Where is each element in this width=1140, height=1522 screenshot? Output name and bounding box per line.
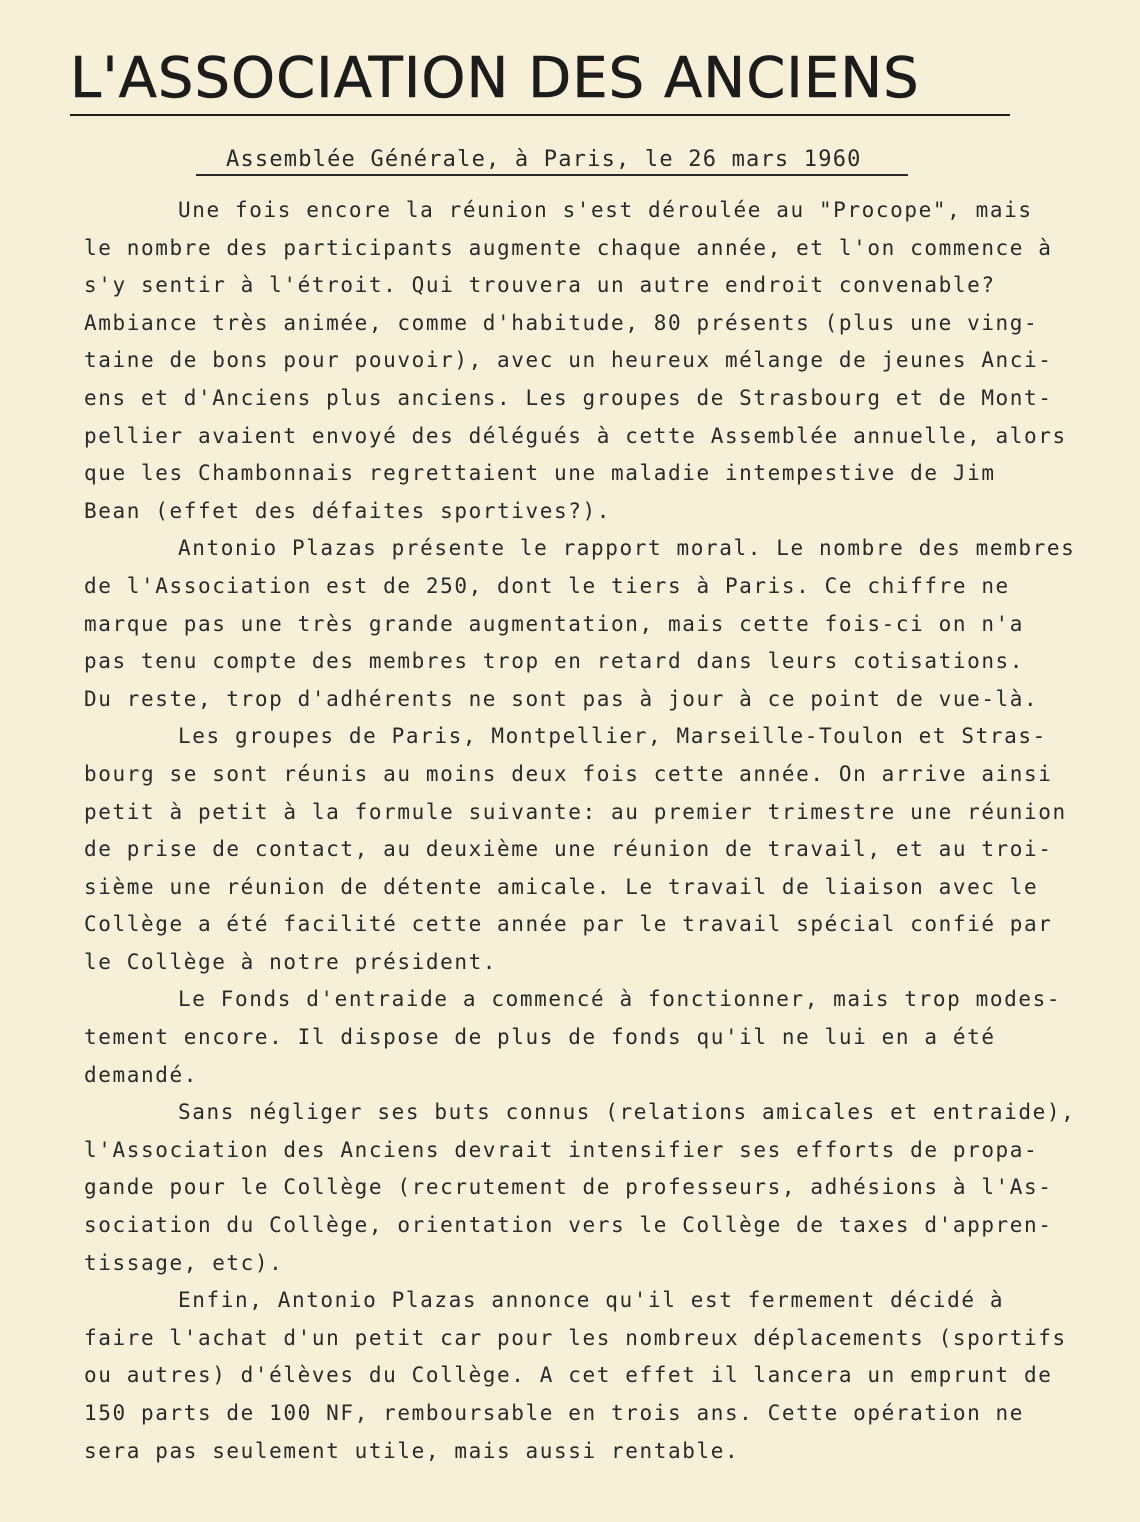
- text-line: que les Chambonnais regrettaient une maladie intempestive de Jim: [84, 461, 996, 486]
- title-block: [70, 48, 1010, 110]
- text-line: Sans négliger ses buts connus (relations amicales et entraide),: [178, 1100, 1076, 1125]
- title-underline: [70, 114, 1010, 116]
- text-line: gande pour le Collège (recrutement de professeurs, adhésions à l'As-: [84, 1175, 1053, 1200]
- text-line: petit à petit à la formule suivante: au premier trimestre une réunion: [84, 799, 1067, 824]
- text-line: taine de bons pour pouvoir), avec un heureux mélange de jeunes Anci-: [84, 348, 1053, 373]
- text-line: marque pas une très grande augmentation, mais cette fois-ci on n'a: [84, 611, 1025, 636]
- text-line: demandé.: [84, 1062, 198, 1087]
- text-line: Collège a été facilité cette année par le travail spécial confié par: [84, 912, 1053, 937]
- text-line: tement encore. Il dispose de plus de fonds qu'il ne lui en a été: [84, 1025, 996, 1050]
- text-line: sociation du Collège, orientation vers le Collège de taxes d'appren-: [84, 1213, 1053, 1238]
- text-line: Une fois encore la réunion s'est déroulée au "Procope", mais: [178, 198, 1033, 222]
- text-line: s'y sentir à l'étroit. Qui trouvera un autre endroit convenable?: [84, 273, 996, 298]
- text-line: faire l'achat d'un petit car pour les nombreux déplacements (sportifs: [84, 1325, 1067, 1350]
- text-line: Ambiance très animée, comme d'habitude, 80 présents (plus une ving-: [84, 310, 1039, 335]
- text-line: l'Association des Anciens devrait intensifier ses efforts de propa-: [84, 1137, 1039, 1162]
- text-line: Le Fonds d'entraide a commencé à fonctionner, mais trop modes-: [178, 987, 1062, 1012]
- text-line: pellier avaient envoyé des délégués à cette Assemblée annuelle, alors: [84, 423, 1067, 448]
- text-line: bourg se sont réunis au moins deux fois cette année. On arrive ainsi: [84, 761, 1053, 786]
- document-body: [84, 192, 1114, 1470]
- text-line: Du reste, trop d'adhérents ne sont pas à jour à ce point de vue-là.: [84, 686, 1039, 711]
- text-line: le nombre des participants augmente chaque année, et l'on commence à: [84, 235, 1053, 260]
- text-line: de prise de contact, au deuxième une réunion de travail, et au troi-: [84, 837, 1053, 862]
- text-line: pas tenu compte des membres trop en retard dans leurs cotisations.: [84, 649, 1025, 674]
- page-title: L'ASSOCIATION DES ANCIENS: [70, 46, 920, 111]
- text-line: tissage, etc).: [84, 1250, 284, 1275]
- text-line: Antonio Plazas présente le rapport moral. Le nombre des membres: [178, 536, 1076, 561]
- text-line: le Collège à notre président.: [84, 949, 498, 974]
- text-line: 150 parts de 100 NF, remboursable en trois ans. Cette opération ne: [84, 1401, 1025, 1425]
- text-line: ou autres) d'élèves du Collège. A cet effet il lancera un emprunt de: [84, 1363, 1053, 1388]
- text-line: Enfin, Antonio Plazas annonce qu'il est fermement décidé à: [178, 1288, 1005, 1313]
- text-line: Les groupes de Paris, Montpellier, Marseille-Toulon et Stras-: [178, 724, 1047, 749]
- text-line: sera pas seulement utile, mais aussi rentable.: [84, 1438, 740, 1463]
- text-line: de l'Association est de 250, dont le tiers à Paris. Ce chiffre ne: [84, 573, 1010, 598]
- text-line: Bean (effet des défaites sportives?).: [84, 498, 611, 523]
- meeting-subtitle: Assemblée Générale, à Paris, le 26 mars 1960: [196, 146, 908, 176]
- text-line: ens et d'Anciens plus anciens. Les groupes de Strasbourg et de Mont-: [84, 385, 1053, 410]
- text-line: sième une réunion de détente amicale. Le travail de liaison avec le: [84, 874, 1039, 899]
